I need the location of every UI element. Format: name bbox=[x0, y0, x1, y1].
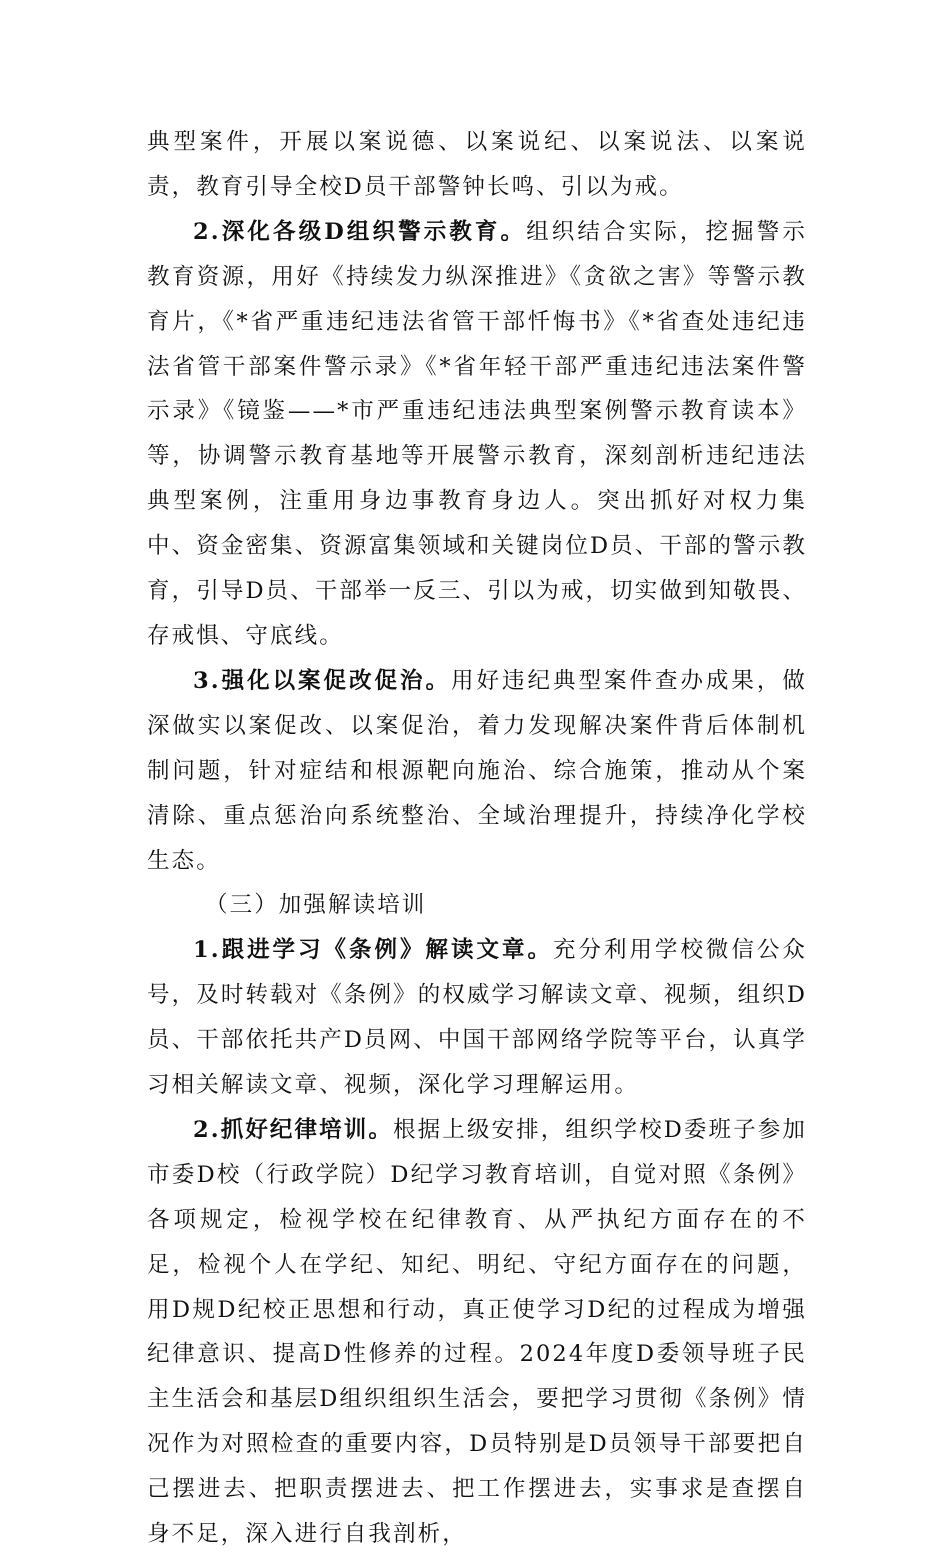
paragraph-lead: 2.深化各级D组织警示教育。 bbox=[193, 218, 527, 245]
paragraph-discipline-training bbox=[147, 1108, 807, 1557]
paragraph-lead: 3.强化以案促改促治。 bbox=[193, 667, 452, 694]
paragraph-continuation bbox=[147, 120, 807, 210]
paragraph-text: 用好违纪典型案件查办成果，做深做实以案促改、以案促治，着力发现解决案件背后体制机制问题，针对症结和根源靶向施治、综合施策，推动从个案清除、重点惩治向系统整治、全域治理提升，持续净化学校生态。 bbox=[147, 667, 808, 874]
section-heading: （三）加强解读培训 bbox=[205, 892, 427, 919]
paragraph-text: 充分利用学校微信公众号，及时转载对《条例》的权威学习解读文章、视频，组织D员、干部依托共产D员网、中国干部网络学院等平台，认真学习相关解读文章、视频，深化学习理解运用。 bbox=[147, 937, 807, 1099]
document-body bbox=[147, 120, 807, 1557]
paragraph-text: 根据上级安排，组织学校D委班子参加市委D校（行政学院）D纪学习教育培训，自觉对照《条例》各项规定，检视学校在纪律教育、从严执纪方面存在的不足，检视个人在学纪、知纪、明纪、守纪方面存在的问题，用D规D纪校正思想和行动，真正使学习D纪的过程成为增强纪律意识、提高D性修养的过程。2024年度D委领导班子民主生活会和基层D组织组织生活会，要把学习贯彻《条例》情况作为对照检查的重要内容，D员特别是D员领导干部要把自己摆进去、把职责摆进去、把工作摆进去，实事求是查摆自身不足，深入进行自我剖析， bbox=[147, 1116, 807, 1548]
paragraph-study-articles bbox=[147, 928, 807, 1108]
paragraph-warning-education bbox=[147, 210, 807, 659]
paragraph-text: 组织结合实际，挖掘警示教育资源，用好《持续发力纵深推进》《贪欲之害》等警示教育片，《*省严重违纪违法省管干部忏悔书》《*省查处违纪违法省管干部案件警示录》《*省年轻干部严重违纪违法案件警示录》《镜鉴——*市严重违纪违法典型案例警示教育读本》等，协调警示教育基地等开展警示教育，深刻剖析违纪违法典型案例，注重用身边事教育身边人。突出抓好对权力集中、资金密集、资源富集领域和关键岗位D员、干部的警示教育，引导D员、干部举一反三、引以为戒，切实做到知敬畏、存戒惧、守底线。 bbox=[147, 218, 807, 649]
paragraph-lead: 1.跟进学习《条例》解读文章。 bbox=[193, 937, 553, 964]
paragraph-case-reform bbox=[147, 659, 807, 884]
paragraph-text: 典型案件，开展以案说德、以案说纪、以案说法、以案说责，教育引导全校D员干部警钟长鸣、引以为戒。 bbox=[147, 129, 807, 200]
paragraph-lead: 2.抓好纪律培训。 bbox=[193, 1116, 394, 1143]
